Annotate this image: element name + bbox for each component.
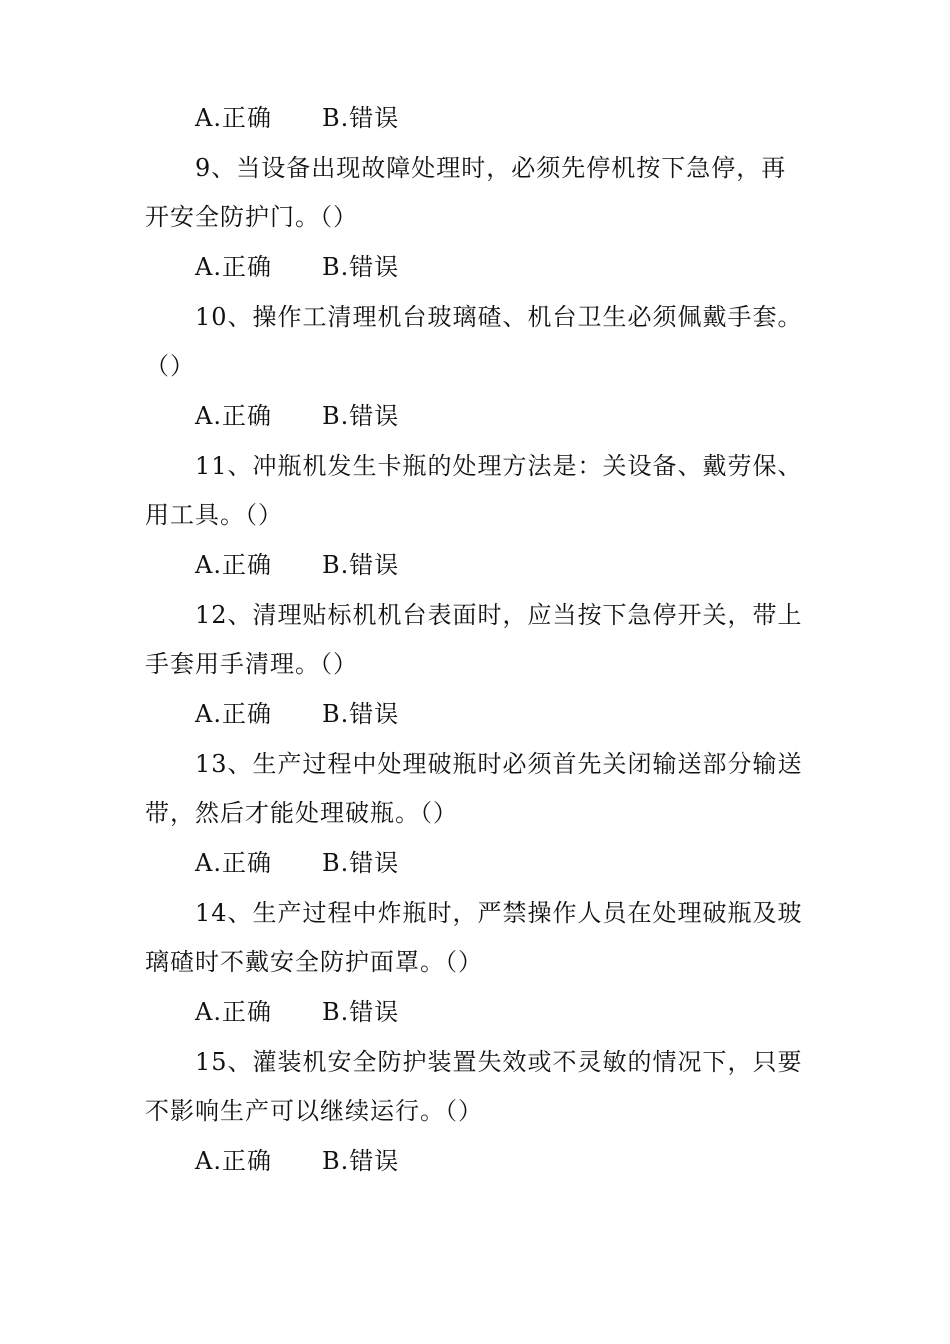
option-a: A.正确 bbox=[195, 1147, 272, 1175]
question-text-continued: 璃碴时不戴安全防护面罩。（） bbox=[145, 948, 483, 976]
option-b: B.错误 bbox=[322, 253, 400, 281]
question-text: 13、生产过程中处理破瓶时必须首先关闭输送部分输送 bbox=[195, 750, 803, 778]
question-text-continued: 开安全防护门。（） bbox=[145, 203, 358, 231]
option-a: A.正确 bbox=[195, 700, 272, 728]
question-text: 9、当设备出现故障处理时，必须先停机按下急停，再 bbox=[195, 154, 787, 182]
question-text: 11、冲瓶机发生卡瓶的处理方法是：关设备、戴劳保、 bbox=[195, 452, 803, 480]
option-b: B.错误 bbox=[322, 402, 400, 430]
question-text-continued: 带，然后才能处理破瓶。（） bbox=[145, 799, 458, 827]
question-text-continued: 不影响生产可以继续运行。（） bbox=[145, 1097, 483, 1125]
question-text-continued: 用工具。（） bbox=[145, 501, 283, 529]
question-text: 10、操作工清理机台玻璃碴、机台卫生必须佩戴手套。 bbox=[195, 303, 803, 331]
question-text: 15、灌装机安全防护装置失效或不灵敏的情况下，只要 bbox=[195, 1048, 803, 1076]
option-a: A.正确 bbox=[195, 104, 272, 132]
option-a: A.正确 bbox=[195, 402, 272, 430]
option-a: A.正确 bbox=[195, 551, 272, 579]
option-b: B.错误 bbox=[322, 849, 400, 877]
option-a: A.正确 bbox=[195, 849, 272, 877]
option-a: A.正确 bbox=[195, 998, 272, 1026]
option-b: B.错误 bbox=[322, 1147, 400, 1175]
question-text-continued: （） bbox=[145, 352, 195, 380]
question-text-continued: 手套用手清理。（） bbox=[145, 650, 358, 678]
option-b: B.错误 bbox=[322, 104, 400, 132]
question-text: 12、清理贴标机机台表面时，应当按下急停开关，带上 bbox=[195, 601, 803, 629]
option-b: B.错误 bbox=[322, 551, 400, 579]
option-a: A.正确 bbox=[195, 253, 272, 281]
option-b: B.错误 bbox=[322, 998, 400, 1026]
option-b: B.错误 bbox=[322, 700, 400, 728]
question-text: 14、生产过程中炸瓶时，严禁操作人员在处理破瓶及玻 bbox=[195, 899, 803, 927]
